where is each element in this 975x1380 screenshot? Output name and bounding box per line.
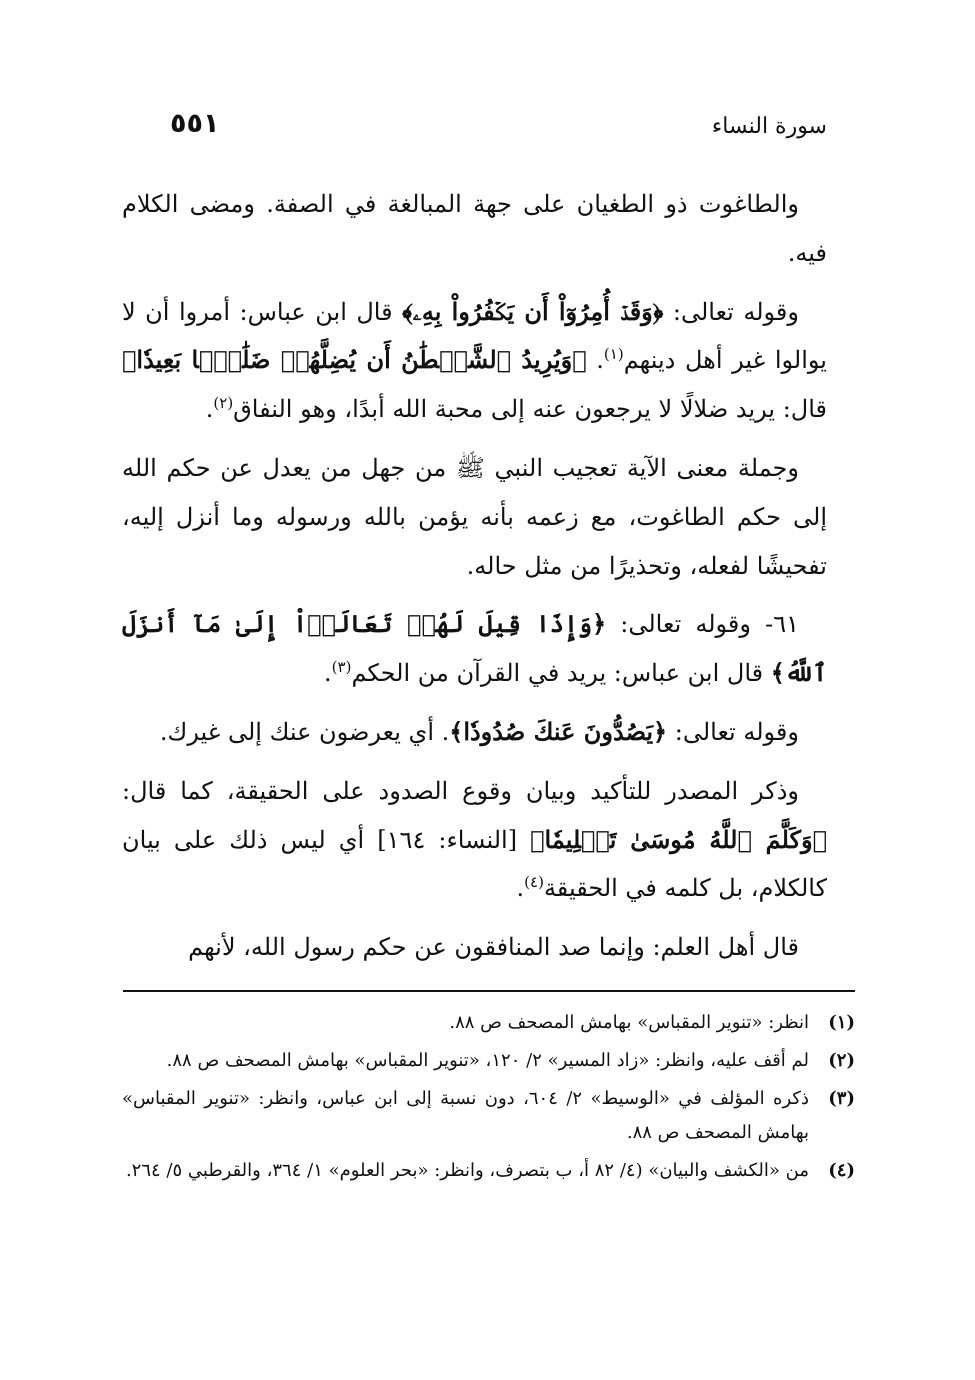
footnote-number: (٤) [828,1160,855,1181]
paragraph-2 [122,288,827,434]
quran-verse-4: ﴿يَصُدُّونَ عَنكَ صُدُودٗا﴾ [449,716,668,746]
footnote-ref-3[interactable]: (٣) [331,658,352,677]
quran-verse-2: ﴿وَيُرِيدُ ٱلشَّيۡطَٰنُ أَن يُضِلَّهُمۡ ضَلَٰلَۢا بَعِيدٗا﴾ [122,345,587,375]
footnote-text: انظر: «تنوير المقباس» بهامش المصحف ص ٨٨. [449,1012,809,1033]
footnote-number: (٣) [828,1088,855,1109]
footnote-number: (١) [828,1012,855,1033]
paragraph-7: قال أهل العلم: وإنما صد المنافقون عن حكم رسول الله، لأنهم [188,933,799,962]
p4-tail: . [324,659,332,688]
p2-text-1: قال ابن عباس: أمروا أن لا يوالوا غير أهل دينهم [122,297,827,375]
p2-lead: وقوله تعالى: [663,297,799,326]
page-number: ٥٥١ [170,108,220,139]
quran-verse-1: ﴿وَقَدۡ أُمِرُوٓاْ أَن يَكۡفُرُواْ بِهِۦ﴾ [402,296,664,326]
footnote-ref-4[interactable]: (٤) [524,873,544,892]
paragraph-1: والطاغوت ذو الطغيان على جهة المبالغة في الصفة. ومضى الكلام فيه. [122,190,827,267]
p2-text-3: قال: يريد ضلالًا لا يرجعون عنه إلى محبة الله أبدًا، وهو النفاق [233,395,827,424]
main-text [122,180,827,982]
running-title: سورة النساء [711,114,827,139]
p6-tail: . [516,874,525,903]
p6-text-1: وذكر المصدر للتأكيد وبيان وقوع الصدود على الحقيقة، كما قال: [122,776,799,805]
paragraph-4 [122,600,827,698]
footnote-divider [123,990,855,992]
p4-lead: ٦١- وقوله تعالى: [606,610,799,639]
footnote-2 [122,1044,855,1078]
p6-text-2: [النساء: ١٦٤] أي ليس ذلك على بيان كالكلام، بل كلمه في الحقيقة [122,825,827,903]
p2-text-2: . [586,346,604,375]
footnote-text: من «الكشف والبيان» (٤/ ٨٢ أ، ب بتصرف، وانظر: «بحر العلوم» ١/ ٣٦٤، والقرطبي ٥/ ٢٦٤. [125,1160,809,1181]
paragraph-6 [122,767,827,913]
paragraph-3: وجملة معنى الآية تعجيب النبي ﷺ من جهل من يعدل عن حكم الله إلى حكم الطاغوت، مع زعمه بأنه يؤمن بالله ورسوله وما أنزل إليه، تفحيشًا لفعله، وتحذيرًا من مثل حاله. [122,453,827,580]
quran-verse-3: ﴿وَإِذَا قِيلَ لَهُمۡ تَعَالَوۡاْ إِلَىٰ مَآ أَنزَلَ ٱللَّهُ﴾ [122,609,827,688]
footnote-text: لم أقف عليه، وانظر: «زاد المسير» ٢/ ١٢٠، «تنوير المقباس» بهامش المصحف ص ٨٨. [166,1050,809,1071]
paragraph-5 [122,708,827,757]
p5-text: . أي يعرضون عنك إلى غيرك. [159,717,450,746]
p5-lead: وقوله تعالى: [667,717,799,746]
footnote-ref-1[interactable]: (١) [603,345,624,364]
footnote-4 [122,1154,855,1188]
footnote-3 [122,1082,855,1150]
quran-verse-5: ﴿وَكَلَّمَ ٱللَّهُ مُوسَىٰ تَكۡلِيمٗا﴾ [530,824,828,854]
p4-text: قال ابن عباس: يريد في القرآن من الحكم [351,659,771,688]
p2-text-4: . [205,395,214,424]
footnotes [122,1006,855,1192]
footnote-1 [122,1006,855,1040]
page-header [170,108,827,148]
footnote-ref-2[interactable]: (٢) [213,394,234,413]
footnote-number: (٢) [828,1050,855,1071]
footnote-text: ذكره المؤلف في «الوسيط» ٢/ ٦٠٤، دون نسبة إلى ابن عباس، وانظر: «تنوير المقباس» بهامش المصحف ص ٨٨. [122,1088,809,1143]
